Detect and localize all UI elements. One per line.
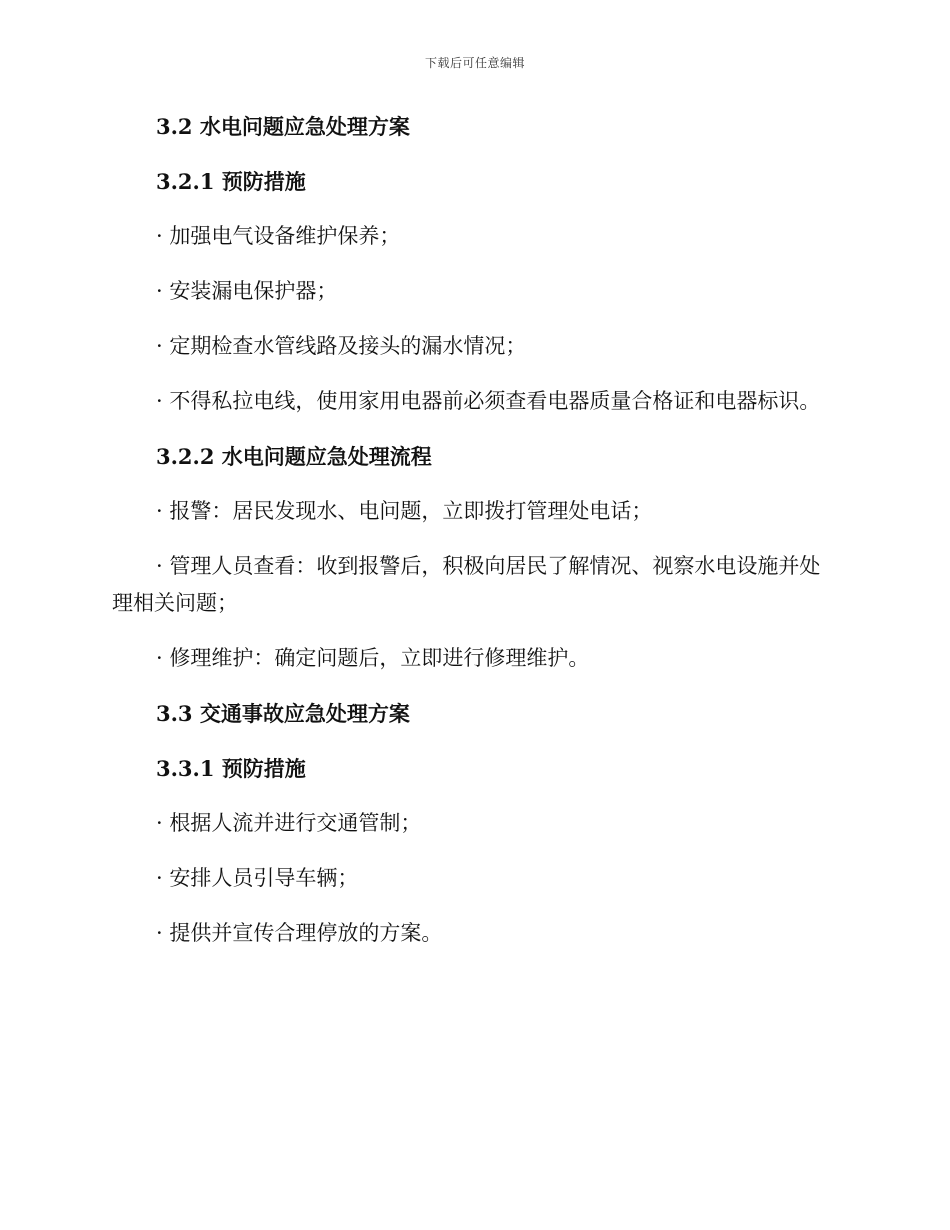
bullet-item: · 修理维护：确定问题后，立即进行修理维护。 xyxy=(156,646,590,670)
document-body xyxy=(112,108,832,970)
section-heading-3-3: 3.3 交通事故应急处理方案 xyxy=(156,701,410,726)
bullet-item: · 加强电气设备维护保养； xyxy=(156,224,401,248)
page-header: 下载后可任意编辑 xyxy=(424,56,525,70)
subsection-heading-3-2-1: 3.2.1 预防措施 xyxy=(156,169,306,194)
bullet-item: · 管理人员查看：收到报警后，积极向居民了解情况、视察水电设施并处理相关问题； xyxy=(112,554,821,615)
bullet-item: · 安装漏电保护器； xyxy=(156,279,338,303)
section-heading-3-2: 3.2 水电问题应急处理方案 xyxy=(156,114,410,139)
bullet-item: · 根据人流并进行交通管制； xyxy=(156,811,422,835)
subsection-heading-3-3-1: 3.3.1 预防措施 xyxy=(156,756,306,781)
subsection-heading-3-2-2: 3.2.2 水电问题应急处理流程 xyxy=(156,444,432,469)
bullet-item: · 安排人员引导车辆； xyxy=(156,866,359,890)
bullet-item: · 定期检查水管线路及接头的漏水情况； xyxy=(156,334,527,358)
bullet-item: · 提供并宣传合理停放的方案。 xyxy=(156,921,443,945)
bullet-item: · 报警：居民发现水、电问题，立即拨打管理处电话； xyxy=(156,499,653,523)
bullet-item: · 不得私拉电线，使用家用电器前必须查看电器质量合格证和电器标识。 xyxy=(156,389,821,413)
